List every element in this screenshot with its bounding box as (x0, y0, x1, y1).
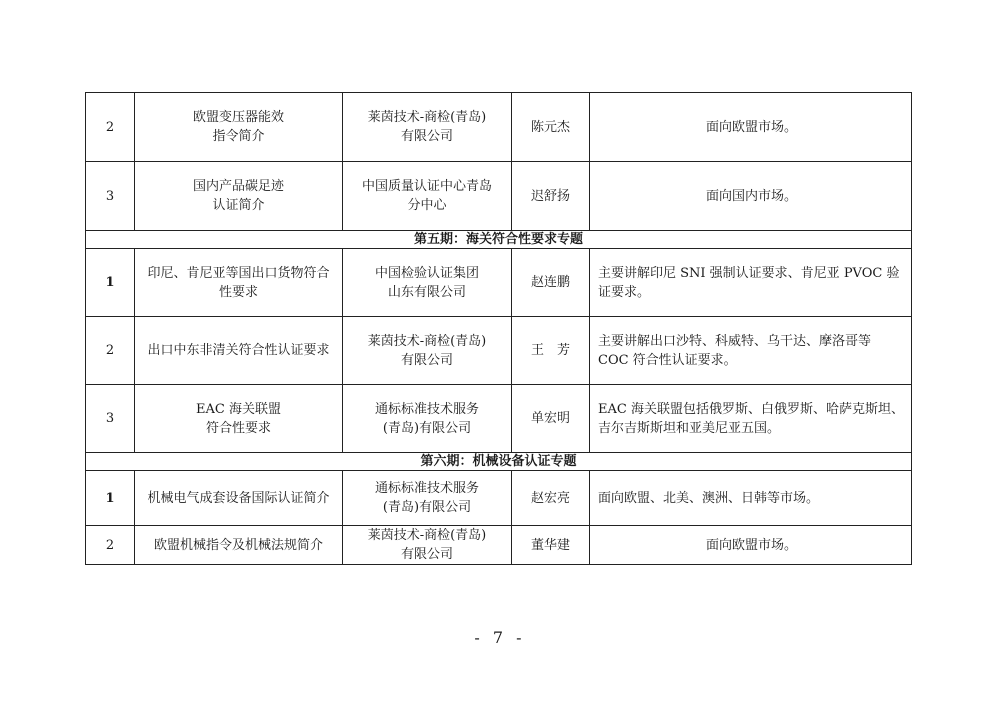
table-row (86, 317, 912, 385)
row-number: 2 (86, 93, 135, 162)
course-description: EAC 海关联盟包括俄罗斯、白俄罗斯、哈萨克斯坦、 吉尔吉斯斯坦和亚美尼亚五国。 (590, 385, 912, 453)
course-title: 国内产品碳足迹 认证简介 (135, 162, 343, 231)
organization: 通标标准技术服务 (青岛)有限公司 (343, 385, 512, 453)
table-row (86, 526, 912, 565)
row-number: 3 (86, 162, 135, 231)
course-description: 面向欧盟市场。 (590, 93, 912, 162)
speaker-name: 迟舒扬 (512, 162, 590, 231)
course-title: 机械电气成套设备国际认证简介 (135, 471, 343, 526)
course-title: 欧盟机械指令及机械法规简介 (135, 526, 343, 565)
speaker-name: 赵宏亮 (512, 471, 590, 526)
organization: 通标标准技术服务 (青岛)有限公司 (343, 471, 512, 526)
speaker-name: 王 芳 (512, 317, 590, 385)
organization: 中国质量认证中心青岛 分中心 (343, 162, 512, 231)
table-row (86, 385, 912, 453)
organization: 莱茵技术-商检(青岛) 有限公司 (343, 526, 512, 565)
section-header-row (86, 231, 912, 249)
row-number: 2 (86, 317, 135, 385)
speaker-name: 单宏明 (512, 385, 590, 453)
table-row (86, 249, 912, 317)
row-number: 3 (86, 385, 135, 453)
course-description: 面向国内市场。 (590, 162, 912, 231)
table-row (86, 471, 912, 526)
schedule-table (85, 92, 912, 565)
course-title: 欧盟变压器能效 指令简介 (135, 93, 343, 162)
row-number: 1 (86, 471, 135, 526)
course-description: 主要讲解印尼 SNI 强制认证要求、肯尼亚 PVOC 验 证要求。 (590, 249, 912, 317)
speaker-name: 董华建 (512, 526, 590, 565)
organization: 莱茵技术-商检(青岛) 有限公司 (343, 93, 512, 162)
course-title: 印尼、肯尼亚等国出口货物符合 性要求 (135, 249, 343, 317)
page-number: - 7 - (474, 628, 526, 647)
table-row (86, 93, 912, 162)
row-number: 2 (86, 526, 135, 565)
course-title: EAC 海关联盟 符合性要求 (135, 385, 343, 453)
organization: 莱茵技术-商检(青岛) 有限公司 (343, 317, 512, 385)
course-description: 面向欧盟市场。 (590, 526, 912, 565)
speaker-name: 陈元杰 (512, 93, 590, 162)
speaker-name: 赵连鹏 (512, 249, 590, 317)
row-number: 1 (86, 249, 135, 317)
course-description: 面向欧盟、北美、澳洲、日韩等市场。 (590, 471, 912, 526)
table-row (86, 162, 912, 231)
section-header-row (86, 453, 912, 471)
section-title: 第五期：海关符合性要求专题 (86, 231, 912, 249)
course-title: 出口中东非清关符合性认证要求 (135, 317, 343, 385)
course-description: 主要讲解出口沙特、科威特、乌干达、摩洛哥等 COC 符合性认证要求。 (590, 317, 912, 385)
schedule-table-body (86, 93, 912, 565)
organization: 中国检验认证集团 山东有限公司 (343, 249, 512, 317)
section-title: 第六期：机械设备认证专题 (86, 453, 912, 471)
